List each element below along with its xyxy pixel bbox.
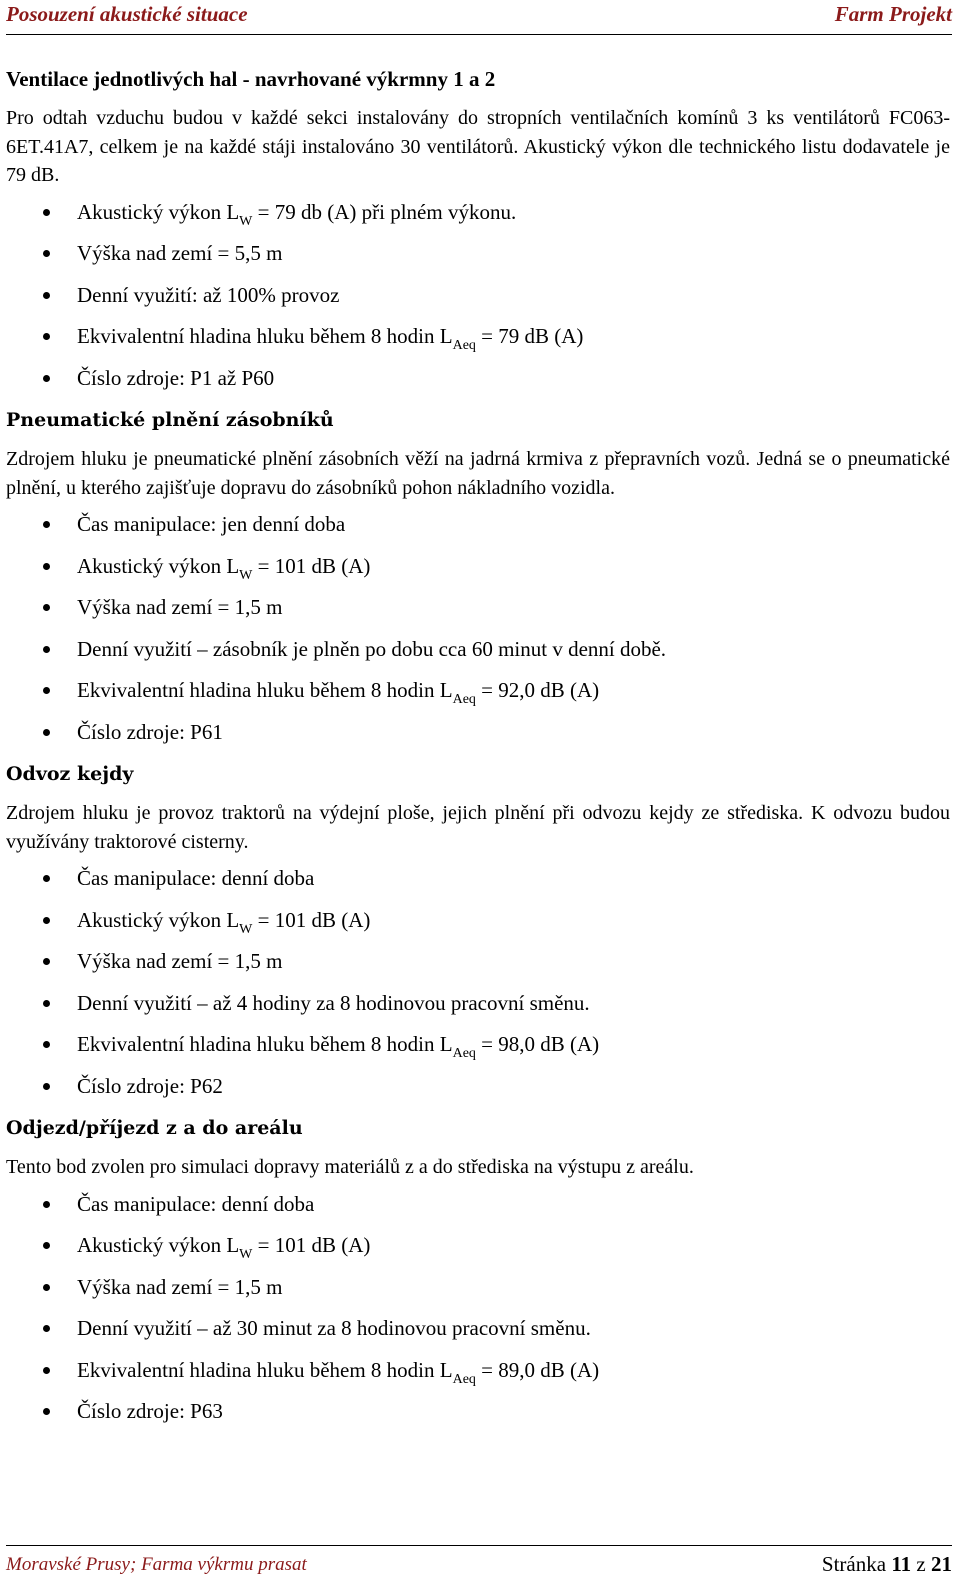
- page-sep: z: [911, 1552, 931, 1576]
- section-paragraph: Zdrojem hluku je provoz traktorů na výdejní ploše, jejich plnění při odvozu kejdy ze střediska. K odvozu budou využívány traktorové cisterny.: [6, 802, 950, 853]
- list-item: [6, 1395, 950, 1437]
- list-item-text: Výška nad zemí = 1,5 m: [77, 1274, 283, 1299]
- list-item: [6, 508, 950, 550]
- list-item-text: Denní využití – až 30 minut za 8 hodinovou pracovní směnu.: [77, 1316, 591, 1340]
- header-title: Posouzení akustické situace: [6, 2, 248, 26]
- list-item: [6, 987, 950, 1029]
- list-item-text: Výška nad zemí = 1,5 m: [77, 949, 283, 973]
- list-item: [6, 674, 950, 716]
- footer-project: Moravské Prusy; Farma výkrmu prasat: [6, 1554, 307, 1575]
- list-item: [6, 1271, 950, 1313]
- list-item-text: Číslo zdroje: P63: [77, 1399, 223, 1423]
- list-item-text: Akustický výkon L: [77, 1233, 240, 1257]
- list-item: [6, 1312, 950, 1354]
- list-item: [6, 196, 950, 238]
- list-item: [6, 904, 950, 946]
- list-item: [6, 591, 950, 633]
- list-item-text: Ekvivalentní hladina hluku během 8 hodin L: [77, 678, 453, 702]
- list-item-subscript: Aeq: [452, 338, 476, 353]
- list-item-text-end: = 79 dB (A): [475, 324, 584, 348]
- list-item-text: Výška nad zemí = 1,5 m: [77, 595, 283, 619]
- list-item-text-end: = 101 dB (A): [252, 907, 371, 932]
- header-company: Farm Projekt: [834, 2, 952, 26]
- section-paragraph: Tento bod zvolen pro simulaci dopravy materiálů z a do střediska na výstupu z areálu.: [6, 1156, 694, 1178]
- list-item-text: Čas manipulace: denní doba: [77, 866, 315, 890]
- list-item: [6, 362, 950, 404]
- section-heading: Ventilace jednotlivých hal - navrhované výkrmny 1 a 2: [6, 67, 496, 91]
- page-footer: [6, 1545, 952, 1582]
- list-item-text: Číslo zdroje: P1 až P60: [77, 365, 275, 390]
- list-item-text: Čas manipulace: denní doba: [77, 1191, 315, 1216]
- list-item-text: Denní využití: až 100% provoz: [77, 282, 340, 307]
- bullet-list: [6, 508, 950, 757]
- list-item-subscript: W: [239, 921, 253, 937]
- list-item: [6, 1229, 950, 1271]
- list-item-subscript: Aeq: [452, 1371, 476, 1387]
- section-paragraph: Pro odtah vzduchu budou v každé sekci instalovány do stropních ventilačních komínů 3 ks ventilátorů FC063-6ET.41A7, celkem je na každé stáji instalováno 30 ventilátorů. Akustický výkon dle technického listu dodavatele je 79 dB.: [6, 107, 950, 186]
- section-heading: Odjezd/příjezd z a do areálu: [6, 1117, 303, 1139]
- section-heading: Pneumatické plnění zásobníků: [6, 409, 334, 431]
- page-total: 21: [931, 1552, 952, 1576]
- page-label: Stránka: [821, 1552, 892, 1576]
- list-item-text-end: = 101 dB (A): [252, 1233, 371, 1257]
- list-item: [6, 550, 950, 592]
- list-item: [6, 716, 950, 758]
- list-item-text: Ekvivalentní hladina hluku během 8 hodin L: [77, 324, 453, 348]
- list-item-text: Čas manipulace: jen denní doba: [77, 512, 346, 536]
- list-item-subscript: W: [239, 567, 253, 583]
- list-item: [6, 1188, 950, 1230]
- list-item: [6, 1028, 950, 1070]
- list-item-text: Akustický výkon L: [77, 907, 240, 932]
- list-item-text: Ekvivalentní hladina hluku během 8 hodin L: [77, 1357, 453, 1382]
- list-item-text: Číslo zdroje: P61: [77, 719, 223, 744]
- list-item-subscript: Aeq: [452, 1046, 476, 1061]
- page-current: 11: [891, 1552, 912, 1576]
- list-item-subscript: W: [239, 213, 253, 229]
- list-item-text-end: = 89,0 dB (A): [475, 1357, 600, 1382]
- bullet-list: [6, 862, 950, 1111]
- list-item: [6, 237, 950, 279]
- list-item-text: Denní využití – až 4 hodiny za 8 hodinovou pracovní směnu.: [77, 990, 590, 1015]
- list-item-subscript: W: [239, 1247, 253, 1262]
- list-item-text: Denní využití – zásobník je plněn po dobu cca 60 minut v denní době.: [77, 636, 667, 661]
- bullet-list: [6, 1188, 950, 1437]
- list-item: [6, 862, 950, 904]
- list-item-text: Ekvivalentní hladina hluku během 8 hodin L: [77, 1032, 453, 1056]
- list-item-text-end: = 98,0 dB (A): [475, 1032, 600, 1056]
- list-item-subscript: Aeq: [452, 692, 476, 707]
- list-item: [6, 1354, 950, 1396]
- list-item-text-end: = 92,0 dB (A): [475, 678, 600, 702]
- list-item: [6, 633, 950, 675]
- bullet-list: [6, 196, 950, 404]
- list-item-text-end: = 101 dB (A): [252, 553, 371, 578]
- list-item-text: Výška nad zemí = 5,5 m: [77, 241, 283, 265]
- page-number: [822, 1552, 952, 1577]
- list-item-text-end: = 79 db (A) při plném výkonu.: [252, 199, 517, 224]
- document-body: [6, 64, 950, 1439]
- list-item: [6, 945, 950, 987]
- list-item-text: Akustický výkon L: [77, 553, 240, 578]
- section-heading: Odvoz kejdy: [6, 763, 134, 785]
- list-item-text: Číslo zdroje: P62: [77, 1073, 223, 1098]
- list-item: [6, 1070, 950, 1112]
- section-paragraph: Zdrojem hluku je pneumatické plnění zásobních věží na jadrná krmiva z přepravních vozů. Jedná se o pneumatické plnění, u kterého zajišťuje dopravu do zásobníků pohon nákladního vozidla.: [6, 448, 950, 499]
- list-item-text: Akustický výkon L: [77, 199, 240, 224]
- page-header: [6, 0, 952, 35]
- list-item: [6, 279, 950, 321]
- list-item: [6, 320, 950, 362]
